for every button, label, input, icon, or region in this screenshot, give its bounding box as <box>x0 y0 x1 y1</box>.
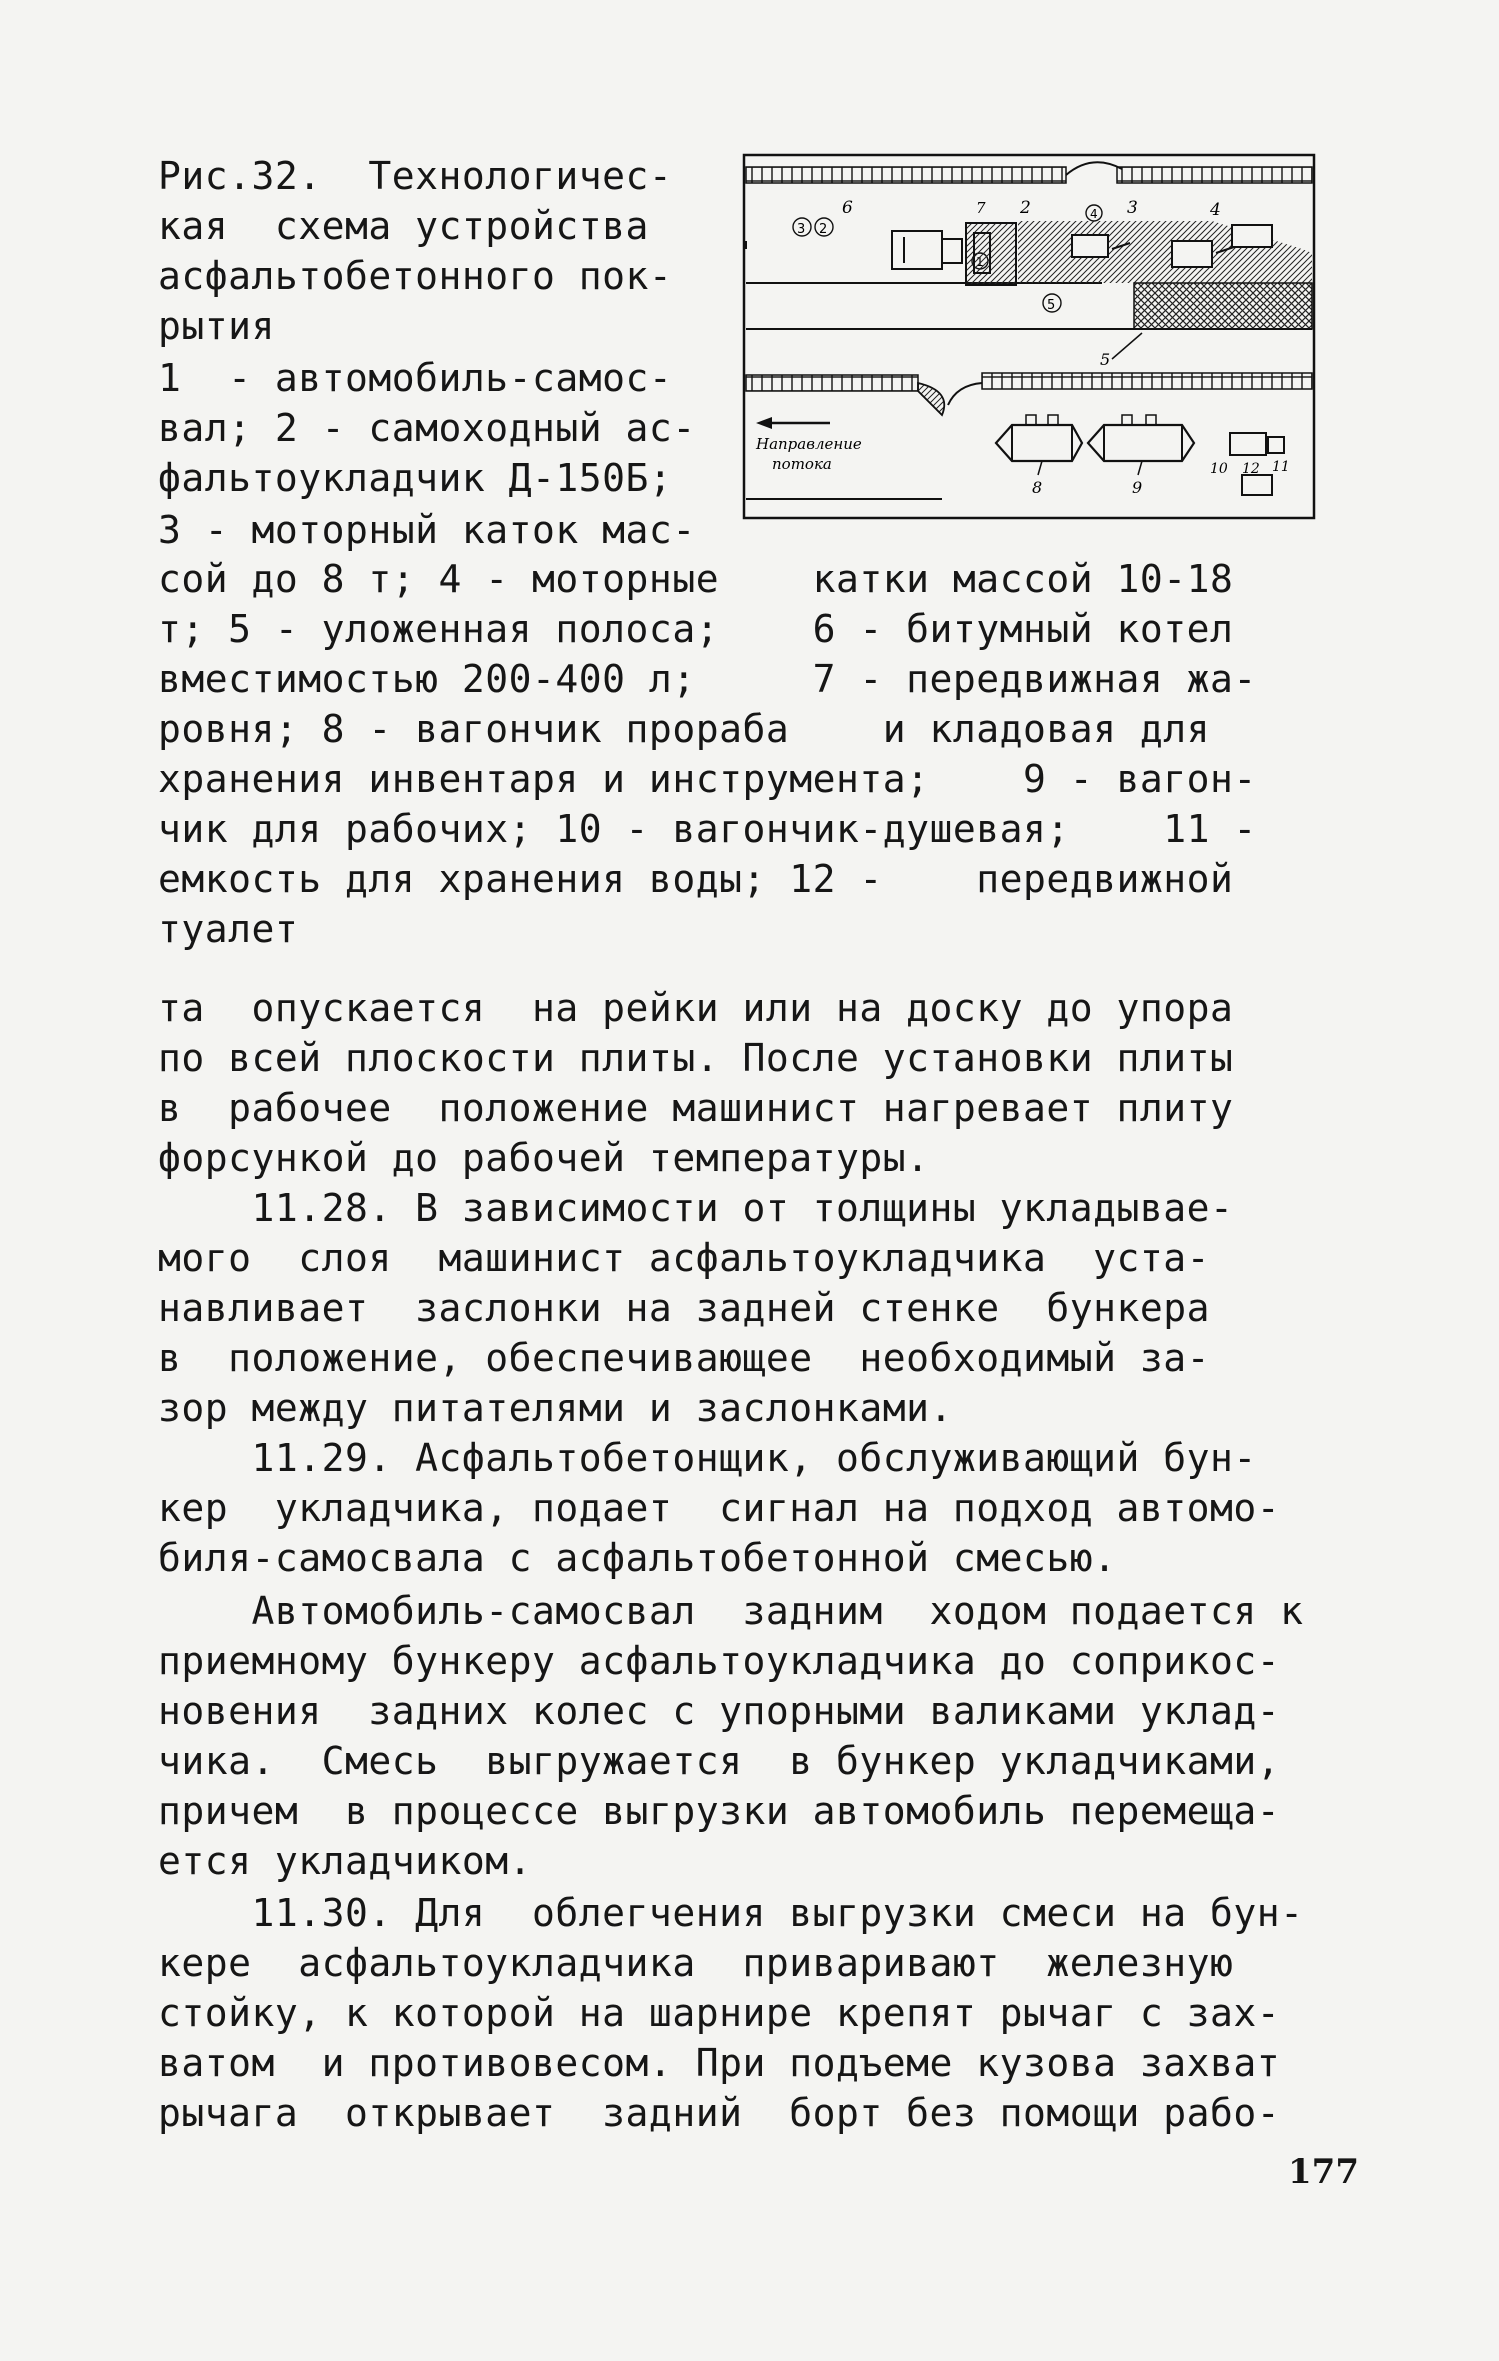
label-8: 8 <box>1032 478 1043 497</box>
caption-line: асфальтобетонного пок- <box>158 254 673 298</box>
direction-label-2: потока <box>772 455 832 473</box>
body-line: 11.28. В зависимости от толщины укладывае- <box>158 1186 1234 1230</box>
body-line: 11.30. Для облегчения выгрузки смеси на бун- <box>158 1891 1304 1935</box>
body-line: ватом и противовесом. При подъеме кузова захват <box>158 2041 1281 2085</box>
caption-line: емкость для хранения воды; 12 - передвижной <box>158 857 1234 901</box>
body-line: стойку, к которой на шарнире крепят рычаг с зах- <box>158 1991 1281 2035</box>
bottom-curb-left <box>746 375 918 391</box>
caption-line: 1 - автомобиль-самос- <box>158 356 673 400</box>
label-10: 10 <box>1210 461 1228 477</box>
body-line: кер укладчика, подает сигнал на подход автомо- <box>158 1486 1281 1530</box>
circled-5: 5 <box>1047 298 1056 313</box>
label-7: 7 <box>976 199 986 217</box>
body-line: чика. Смесь выгружается в бункер укладчиками, <box>158 1739 1281 1783</box>
label-3: 3 <box>1127 198 1138 218</box>
page-number: 177 <box>1288 2152 1359 2192</box>
label-6: 6 <box>842 198 853 218</box>
caption-line: чик для рабочих; 10 - вагончик-душевая; 11 - <box>158 807 1257 851</box>
roller-icon <box>1232 225 1272 247</box>
label-2: 2 <box>1020 198 1031 218</box>
body-line: мого слоя машинист асфальтоукладчика уста- <box>158 1236 1211 1280</box>
body-line: приемному бункеру асфальтоукладчика до соприкос- <box>158 1639 1281 1683</box>
body-line: ется укладчиком. <box>158 1839 533 1883</box>
caption-line: фальтоукладчик Д-150Б; <box>158 456 673 500</box>
caption-line: Рис.32. Технологичес- <box>158 154 673 198</box>
top-curb-right <box>1117 167 1312 183</box>
body-line: та опускается на рейки или на доску до упора <box>158 986 1234 1030</box>
body-line: 11.29. Асфальтобетонщик, обслуживающий бун- <box>158 1436 1257 1480</box>
caption-line: вместимостью 200-400 л; 7 - передвижная жа- <box>158 657 1257 701</box>
direction-label-1: Направление <box>756 435 862 453</box>
body-line: рычага открывает задний борт без помощи рабо- <box>158 2091 1281 2135</box>
body-line: в рабочее положение машинист нагревает плиту <box>158 1086 1234 1130</box>
roller-icon <box>1172 241 1212 267</box>
bottom-curb-right <box>982 373 1312 389</box>
body-line: кере асфальтоукладчика приваривают железную <box>158 1941 1234 1985</box>
top-curb-curve <box>1066 162 1122 175</box>
caption-line: т; 5 - уложенная полоса; 6 - битумный котел <box>158 607 1234 651</box>
circled-3: 3 <box>797 222 806 237</box>
roller-icon <box>1072 235 1108 257</box>
paving-scheme-diagram <box>742 153 1317 523</box>
caption-line: рытия <box>158 304 275 348</box>
circled-2: 2 <box>819 222 828 237</box>
caption-line: 3 - моторный каток мас- <box>158 508 696 552</box>
circled-4: 4 <box>1090 207 1098 221</box>
body-line: причем в процессе выгрузки автомобиль перемеща- <box>158 1789 1281 1833</box>
caption-line: вал; 2 - самоходный ас- <box>158 406 696 450</box>
body-line: навливает заслонки на задней стенке бункера <box>158 1286 1211 1330</box>
dump-truck-icon <box>892 231 942 269</box>
body-line: в положение, обеспечивающее необходимый за- <box>158 1336 1211 1380</box>
caption-line: ровня; 8 - вагончик прораба и кладовая для <box>158 707 1211 751</box>
foreman-trailer-icon <box>996 425 1082 461</box>
body-line: зор между питателями и заслонками. <box>158 1386 953 1430</box>
shower-trailer-icon <box>1230 433 1266 455</box>
caption-line: хранения инвентаря и инструмента; 9 - вагон- <box>158 757 1257 801</box>
body-line: Автомобиль-самосвал задним ходом подается к <box>158 1589 1304 1633</box>
label-11: 11 <box>1272 459 1290 475</box>
body-line: форсункой до рабочей температуры. <box>158 1136 930 1180</box>
top-curb <box>746 167 1066 183</box>
body-line: новения задних колес с упорными валиками уклад- <box>158 1689 1281 1733</box>
label-12: 12 <box>1242 461 1260 477</box>
crosshatched-zone <box>1134 283 1312 329</box>
caption-line: кая схема устройства <box>158 204 649 248</box>
label-9: 9 <box>1132 478 1143 497</box>
body-line: биля-самосвала с асфальтобетонной смесью. <box>158 1536 1117 1580</box>
caption-line: туалет <box>158 907 299 951</box>
body-line: по всей плоскости плиты. После установки плиты <box>158 1036 1234 1080</box>
label-5: 5 <box>1100 350 1111 369</box>
water-tank-icon <box>1242 475 1272 495</box>
bottom-curb-curve <box>918 383 944 415</box>
label-4: 4 <box>1210 200 1221 220</box>
caption-line: сой до 8 т; 4 - моторные катки массой 10-18 <box>158 557 1234 601</box>
